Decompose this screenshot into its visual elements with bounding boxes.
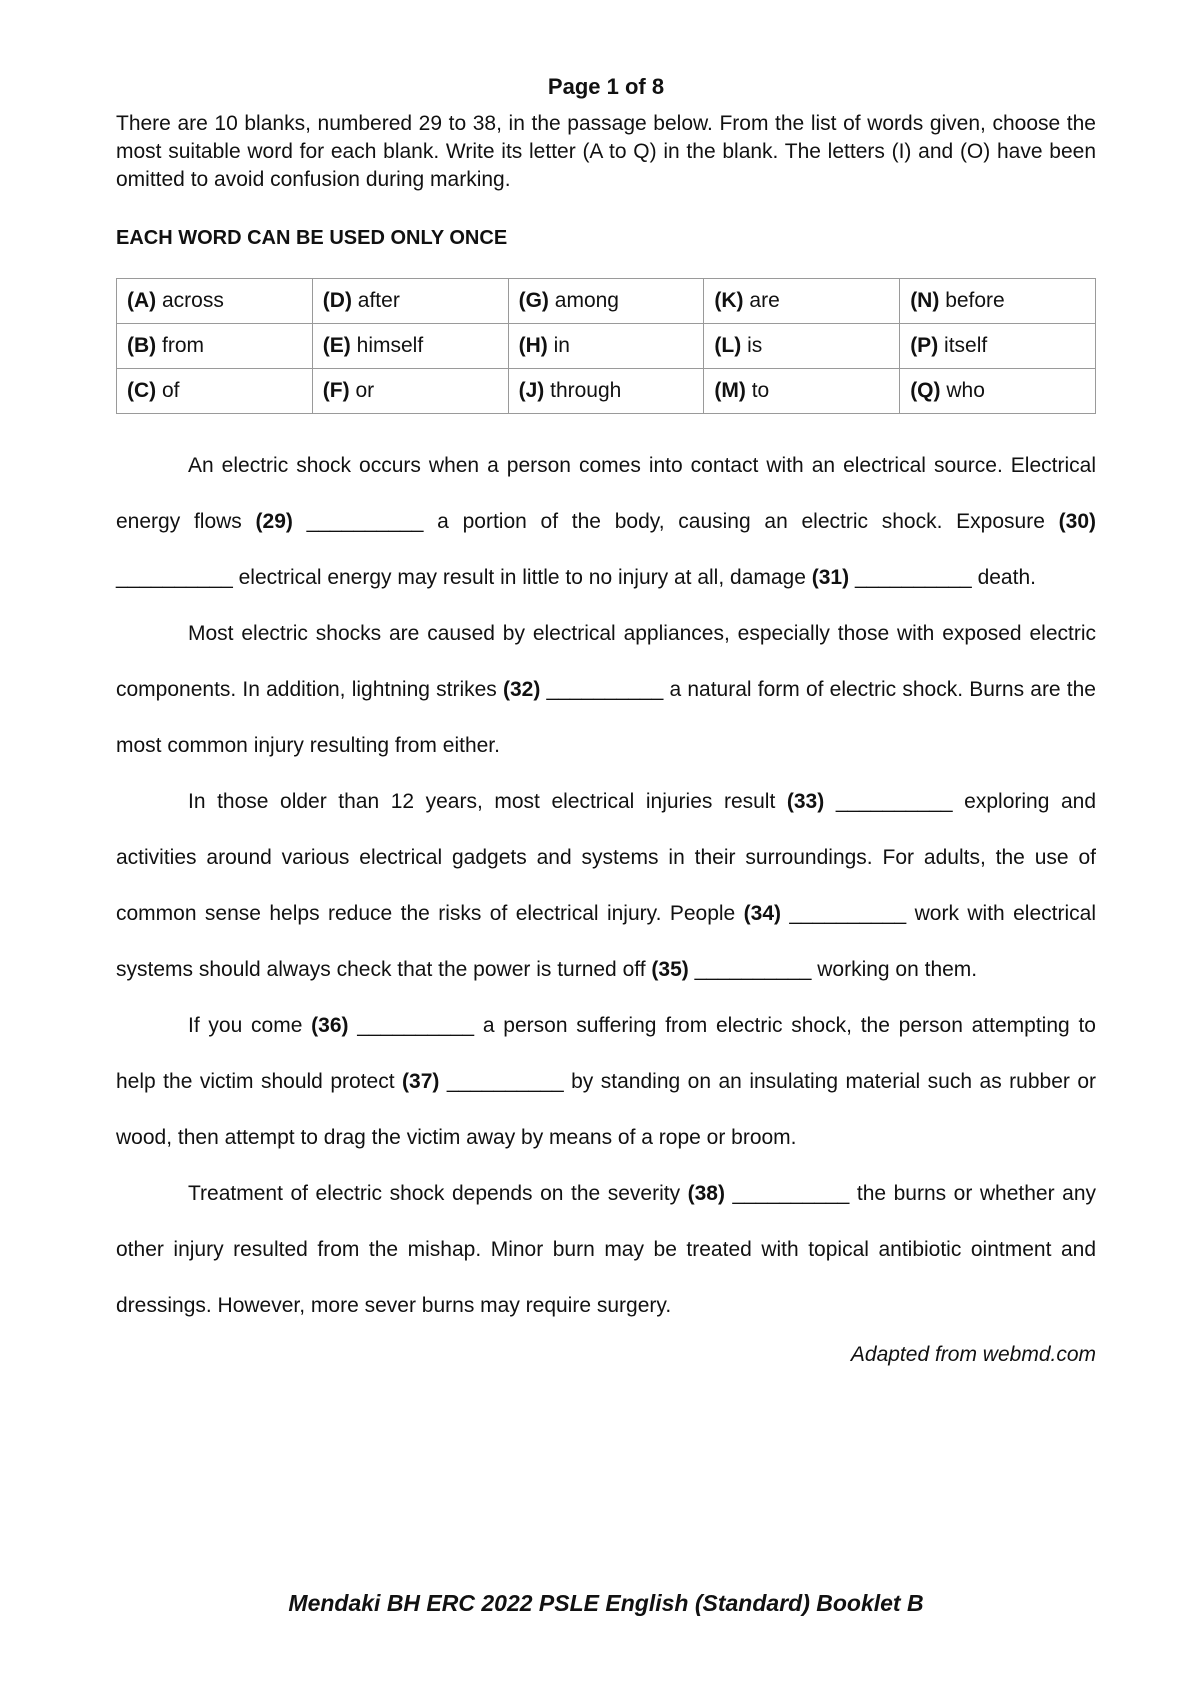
- word-bank-cell: [900, 279, 1096, 324]
- passage-text: An electric shock occurs when a person comes into contact with an electrical source. Electrical energy flows: [116, 454, 1096, 533]
- word-bank-cell: [704, 369, 900, 414]
- word-letter: (F): [322, 379, 350, 402]
- word-bank-cell: [508, 369, 704, 414]
- blank-number: (30): [1058, 510, 1096, 533]
- instructions-text: There are 10 blanks, numbered 29 to 38, in the passage below. From the list of words given, choose the most suitable word for each blank. Write its letter (A to Q) in the blank. The letters (I) and (O) have been omitted to avoid confusion during marking.: [116, 112, 1096, 191]
- passage-text: work with electrical systems should always check that the power is turned off: [116, 902, 1096, 981]
- word-bank-cell: [117, 279, 313, 324]
- word-option: to: [751, 379, 770, 402]
- passage-paragraph-4: [116, 998, 1096, 1166]
- word-letter: (Q): [910, 379, 941, 402]
- passage-text: the burns or whether any other injury resulted from the mishap. Minor burn may be treated with topical antibiotic ointment and dressings. However, more sever burns may require surgery.: [116, 1182, 1096, 1317]
- word-letter: (J): [518, 379, 545, 402]
- word-letter: (G): [518, 289, 549, 312]
- word-option: after: [357, 289, 400, 312]
- answer-blank[interactable]: __________: [835, 790, 953, 813]
- passage-text: working on them.: [811, 958, 978, 981]
- word-letter: (L): [714, 334, 742, 357]
- word-option: across: [162, 289, 224, 312]
- answer-blank[interactable]: __________: [357, 1014, 475, 1037]
- word-option: or: [355, 379, 375, 402]
- word-bank-cell: [312, 324, 508, 369]
- answer-blank[interactable]: __________: [694, 958, 812, 981]
- answer-blank[interactable]: __________: [116, 566, 233, 589]
- passage-paragraph-5: [116, 1166, 1096, 1334]
- passage-paragraph-1: [116, 438, 1096, 606]
- passage-text: electrical energy may result in little to no injury at all, damage: [232, 566, 812, 589]
- passage-text: If you come: [188, 1014, 312, 1037]
- word-bank-table: [116, 278, 1096, 414]
- word-bank-row: [117, 324, 1096, 369]
- word-letter: (H): [518, 334, 548, 357]
- word-letter: (A): [127, 289, 157, 312]
- word-bank-cell: [508, 279, 704, 324]
- answer-blank[interactable]: __________: [306, 510, 424, 533]
- passage-text: a portion of the body, causing an electric shock. Exposure: [423, 510, 1059, 533]
- word-option: itself: [944, 334, 988, 357]
- document-footer: Mendaki BH ERC 2022 PSLE English (Standard) Booklet B: [288, 1590, 924, 1616]
- word-option: from: [162, 334, 204, 357]
- passage-paragraph-2: [116, 606, 1096, 774]
- word-bank-cell: [117, 324, 313, 369]
- word-option: of: [162, 379, 180, 402]
- answer-blank[interactable]: __________: [732, 1182, 850, 1205]
- answer-blank[interactable]: __________: [546, 678, 664, 701]
- word-bank-cell: [508, 324, 704, 369]
- word-option: among: [554, 289, 619, 312]
- cloze-passage: [116, 438, 1096, 1334]
- word-letter: (E): [322, 334, 351, 357]
- passage-paragraph-3: [116, 774, 1096, 998]
- blank-number: (29): [255, 510, 293, 533]
- blank-number: (36): [311, 1014, 349, 1037]
- passage-text: death.: [971, 566, 1036, 589]
- word-bank-cell: [117, 369, 313, 414]
- document-page: [116, 70, 1096, 1370]
- blank-number: (37): [402, 1070, 440, 1093]
- passage-text: Most electric shocks are caused by electrical appliances, especially those with exposed electric components. In addition, lightning strikes: [116, 622, 1096, 701]
- word-letter: (K): [714, 289, 744, 312]
- passage-text: In those older than 12 years, most electrical injuries result: [188, 790, 787, 813]
- word-bank-cell: [704, 279, 900, 324]
- word-letter: (D): [322, 289, 352, 312]
- blank-number: (32): [502, 678, 541, 701]
- word-bank-cell: [312, 369, 508, 414]
- blank-number: (33): [786, 790, 825, 813]
- word-letter: (P): [910, 334, 939, 357]
- answer-blank[interactable]: __________: [789, 902, 907, 925]
- blank-number: (31): [811, 566, 850, 589]
- word-option: is: [747, 334, 763, 357]
- word-option: himself: [356, 334, 424, 357]
- page-number-label: Page 1 of 8: [547, 74, 665, 99]
- answer-blank[interactable]: __________: [854, 566, 972, 589]
- word-option: before: [945, 289, 1005, 312]
- blank-number: (35): [651, 958, 689, 981]
- passage-text: exploring and activities around various electrical gadgets and systems in their surroundings. For adults, the use of common sense helps reduce the risks of electrical injury. People: [116, 790, 1096, 925]
- source-attribution: Adapted from webmd.com: [850, 1343, 1096, 1366]
- word-bank-cell: [312, 279, 508, 324]
- word-bank-row: [117, 369, 1096, 414]
- word-option: in: [553, 334, 570, 357]
- word-letter: (M): [714, 379, 746, 402]
- word-letter: (B): [127, 334, 157, 357]
- word-bank-cell: [704, 324, 900, 369]
- word-letter: (C): [127, 379, 157, 402]
- blank-number: (34): [743, 902, 781, 925]
- word-letter: (N): [910, 289, 940, 312]
- passage-text: a natural form of electric shock. Burns are the most common injury resulting from either.: [116, 678, 1096, 757]
- word-option: who: [946, 379, 985, 402]
- word-bank-row: [117, 279, 1096, 324]
- usage-rule-heading: EACH WORD CAN BE USED ONLY ONCE: [116, 227, 508, 249]
- passage-text: Treatment of electric shock depends on the severity: [188, 1182, 688, 1205]
- word-option: through: [550, 379, 622, 402]
- answer-blank[interactable]: __________: [446, 1070, 564, 1093]
- word-bank-cell: [900, 369, 1096, 414]
- word-option: are: [749, 289, 780, 312]
- passage-text: by standing on an insulating material such as rubber or wood, then attempt to drag the victim away by means of a rope or broom.: [116, 1070, 1097, 1149]
- blank-number: (38): [687, 1182, 725, 1205]
- word-bank-cell: [900, 324, 1096, 369]
- passage-text: a person suffering from electric shock, the person attempting to help the victim should protect: [116, 1014, 1096, 1093]
